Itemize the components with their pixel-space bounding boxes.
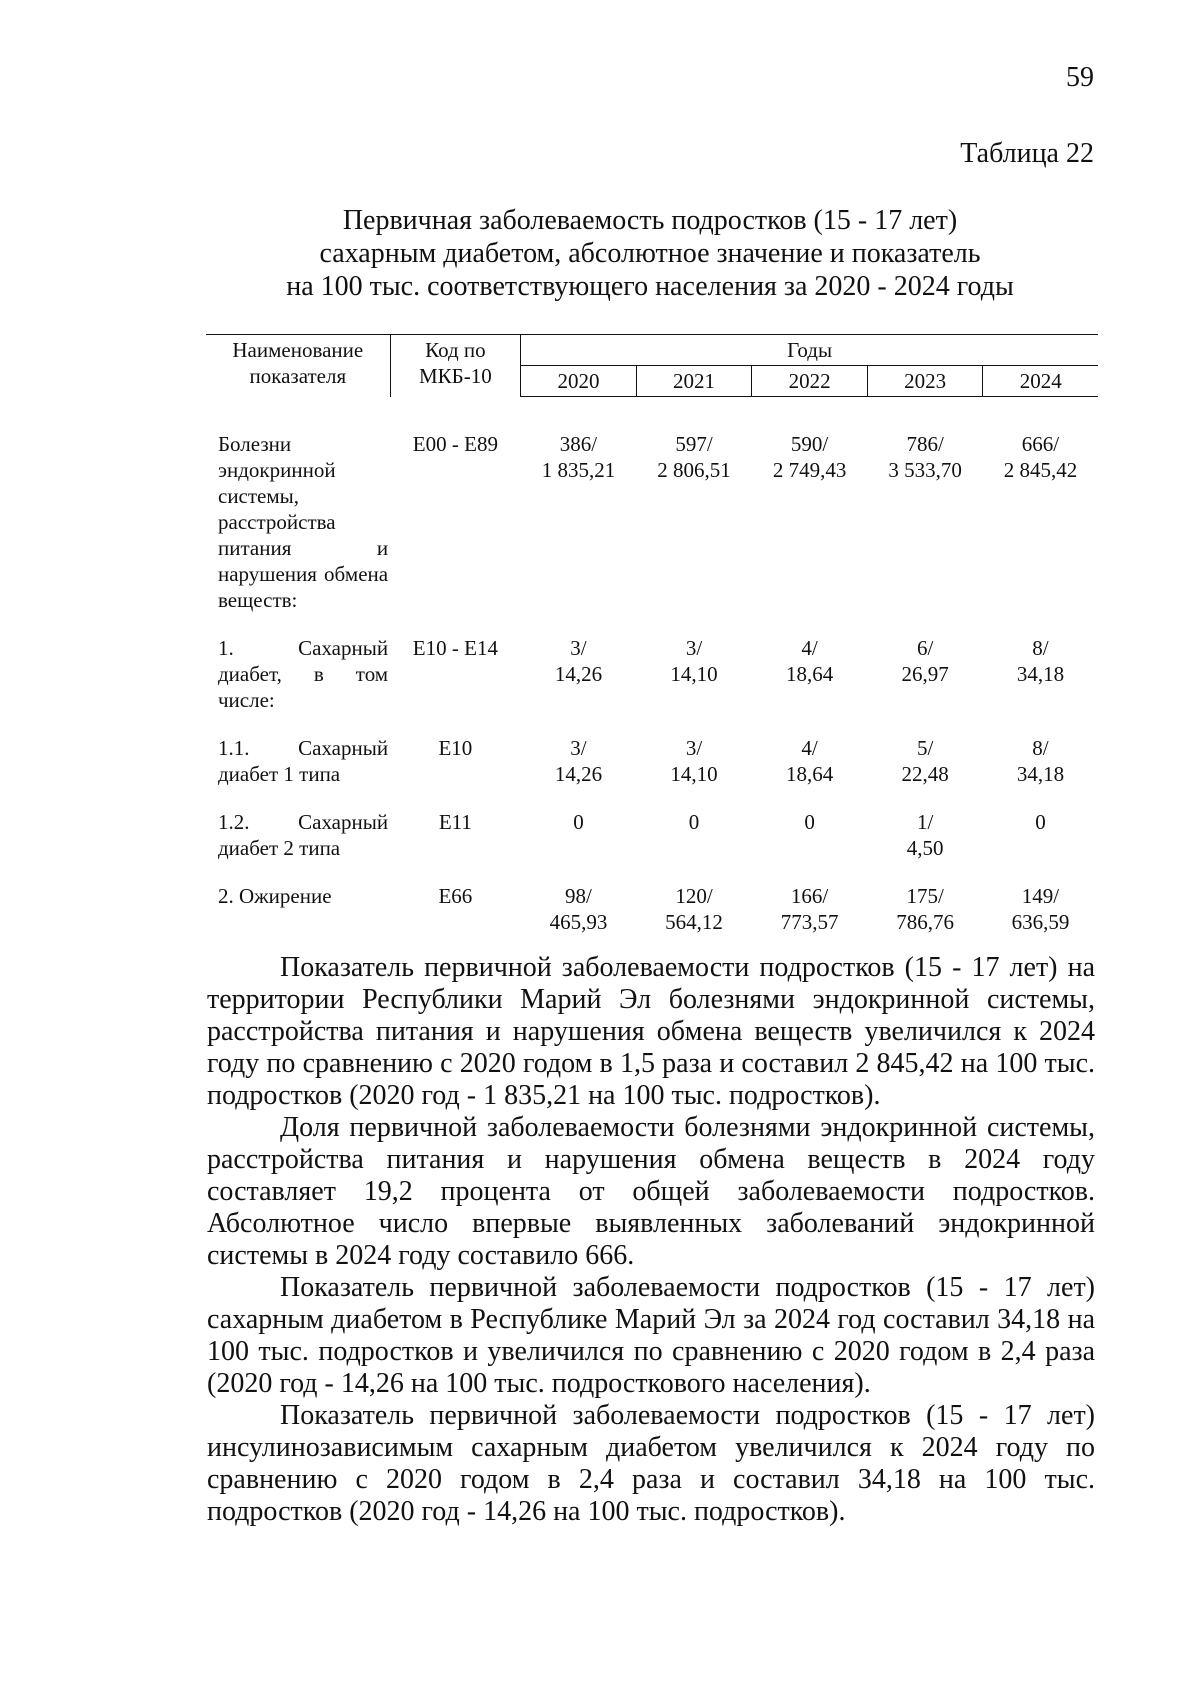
year-value-cell <box>521 635 637 735</box>
page-number: 59 <box>1066 62 1094 93</box>
header-icd-code: Код по МКБ-10 <box>390 335 521 397</box>
rate-per-100k: 786,76 <box>896 909 954 934</box>
rate-per-100k: 18,64 <box>785 761 834 786</box>
header-year: 2020 <box>521 366 637 397</box>
year-value-cell <box>752 735 868 809</box>
absolute-value: 6/ <box>916 635 934 660</box>
icd-code: Е10 <box>438 735 473 760</box>
year-value-cell <box>867 735 983 809</box>
paragraph: Показатель первичной заболеваемости подростков (15 - 17 лет) инсулинозависимым сахарным диабетом увеличился к 2024 году по сравнению с 2020 годом в 2,4 раза и составил 34,18 на 100 тыс. подростков (2020 год - 14,26 на 100 тыс. подростков). <box>207 1400 1095 1527</box>
header-year: 2022 <box>752 366 868 397</box>
year-value-cell <box>521 735 637 809</box>
absolute-value: 3/ <box>570 635 587 660</box>
indicator-name: 2. Ожирение <box>218 883 332 908</box>
absolute-value: 590/ <box>790 432 829 456</box>
year-value-cell <box>521 809 637 883</box>
rate-per-100k: 34,18 <box>1016 761 1065 786</box>
year-value-cell <box>521 397 637 635</box>
year-value-cell <box>752 883 868 957</box>
absolute-value: 0 <box>573 809 584 834</box>
rate-per-100k: 636,59 <box>1011 909 1070 934</box>
year-value-cell <box>752 809 868 883</box>
absolute-value: 386/ <box>559 432 598 456</box>
table-row <box>206 397 1098 635</box>
absolute-value: 3/ <box>570 735 587 760</box>
paragraph: Показатель первичной заболеваемости подростков (15 - 17 лет) на территории Республики Марий Эл болезнями эндокринной системы, расстройства питания и нарушения обмена веществ увеличился к 2024 году по сравнению с 2020 годом в 1,5 раза и составил 2 845,42 на 100 тыс. подростков (2020 год - 1 835,21 на 100 тыс. подростков). <box>207 952 1095 1111</box>
absolute-value: 3/ <box>685 735 703 760</box>
rate-per-100k: 22,48 <box>901 761 949 786</box>
table-title-line: Первичная заболеваемость подростков (15 - 17 лет) <box>342 205 958 236</box>
rate-per-100k: 14,26 <box>554 761 603 786</box>
rate-per-100k: 14,10 <box>670 661 718 686</box>
year-value-cell <box>983 735 1098 809</box>
year-value-cell <box>983 635 1098 735</box>
table-title-line: сахарным диабетом, абсолютное значение и показатель <box>319 238 981 269</box>
absolute-value: 166/ <box>790 883 829 908</box>
icd-code: Е10 - Е14 <box>412 635 498 660</box>
rate-per-100k: 564,12 <box>665 909 723 934</box>
morbidity-table <box>206 334 1098 957</box>
absolute-value: 5/ <box>916 735 934 760</box>
rate-per-100k: 14,26 <box>554 661 603 686</box>
absolute-value: 0 <box>688 809 700 834</box>
paragraph: Показатель первичной заболеваемости подростков (15 - 17 лет) сахарным диабетом в Республике Марий Эл за 2024 год составил 34,18 на 100 тыс. подростков и увеличился по сравнению с 2020 годом в 2,4 раза (2020 год - 14,26 на 100 тыс. подросткового населения). <box>207 1272 1095 1399</box>
rate-per-100k: 2 845,42 <box>1003 458 1078 482</box>
absolute-value: 175/ <box>906 883 944 908</box>
icd-code: Е11 <box>438 809 472 834</box>
absolute-value: 120/ <box>675 883 713 908</box>
rate-per-100k: 2 749,43 <box>772 458 847 482</box>
absolute-value: 8/ <box>1032 735 1049 760</box>
absolute-value: 4/ <box>801 635 818 660</box>
rate-per-100k: 773,57 <box>780 909 839 934</box>
rate-per-100k: 2 806,51 <box>657 458 731 482</box>
year-value-cell <box>752 635 868 735</box>
table-row <box>206 809 1098 883</box>
header-years: Годы <box>521 335 1098 366</box>
year-value-cell <box>636 635 752 735</box>
rate-per-100k: 18,64 <box>785 661 834 686</box>
year-value-cell <box>752 397 868 635</box>
paragraph: Доля первичной заболеваемости болезнями эндокринной системы, расстройства питания и нарушения обмена веществ в 2024 году составляет 19,2 процента от общей заболеваемости подростков. Абсолютное число впервые выявленных заболеваний эндокринной системы в 2024 году составило 666. <box>207 1112 1095 1271</box>
table-row <box>206 883 1098 957</box>
absolute-value: 98/ <box>565 883 592 908</box>
absolute-value: 4/ <box>801 735 818 760</box>
table-label: Таблица 22 <box>960 138 1094 169</box>
year-value-cell <box>867 883 983 957</box>
year-value-cell <box>867 635 983 735</box>
absolute-value: 786/ <box>906 432 944 456</box>
header-year: 2024 <box>983 366 1098 397</box>
absolute-value: 666/ <box>1021 432 1060 456</box>
year-value-cell <box>983 883 1098 957</box>
table-body <box>206 397 1098 957</box>
year-value-cell <box>867 809 983 883</box>
absolute-value: 1/ <box>916 809 934 834</box>
table-title <box>200 204 1100 303</box>
year-value-cell <box>636 883 752 957</box>
absolute-value: 8/ <box>1032 635 1049 660</box>
header-indicator-name: Наименование показателя <box>206 335 390 397</box>
table-row <box>206 635 1098 735</box>
year-value-cell <box>636 397 752 635</box>
absolute-value: 149/ <box>1021 883 1060 908</box>
year-value-cell <box>867 397 983 635</box>
absolute-value: 597/ <box>675 432 713 456</box>
year-value-cell <box>983 397 1098 635</box>
absolute-value: 0 <box>1035 809 1046 834</box>
rate-per-100k: 26,97 <box>901 661 949 686</box>
table-title-line: на 100 тыс. соответствующего населения за 2020 - 2024 годы <box>286 271 1014 302</box>
header-year: 2021 <box>636 366 752 397</box>
indicator-name: 1.1. Сахарный диабет 1 типа <box>218 735 389 786</box>
rate-per-100k: 1 835,21 <box>541 458 616 482</box>
year-value-cell <box>636 735 752 809</box>
indicator-name: 1.2. Сахарный диабет 2 типа <box>218 809 389 860</box>
year-value-cell <box>521 883 637 957</box>
absolute-value: 0 <box>804 809 815 834</box>
rate-per-100k: 14,10 <box>670 761 718 786</box>
header-year: 2023 <box>867 366 983 397</box>
year-value-cell <box>636 809 752 883</box>
body-text <box>207 952 1095 1528</box>
absolute-value: 3/ <box>685 635 703 660</box>
indicator-name: Болезни эндокринной системы, расстройства питания и нарушения обмена веществ: <box>218 431 389 612</box>
rate-per-100k: 34,18 <box>1016 661 1065 686</box>
year-value-cell <box>983 809 1098 883</box>
table-row <box>206 735 1098 809</box>
icd-code: Е00 - Е89 <box>412 431 498 456</box>
rate-per-100k: 3 533,70 <box>888 458 962 482</box>
indicator-name: 1. Сахарный диабет, в том числе: <box>218 635 389 712</box>
icd-code: Е66 <box>438 883 473 908</box>
rate-per-100k: 465,93 <box>549 909 608 934</box>
rate-per-100k: 4,50 <box>906 835 944 860</box>
